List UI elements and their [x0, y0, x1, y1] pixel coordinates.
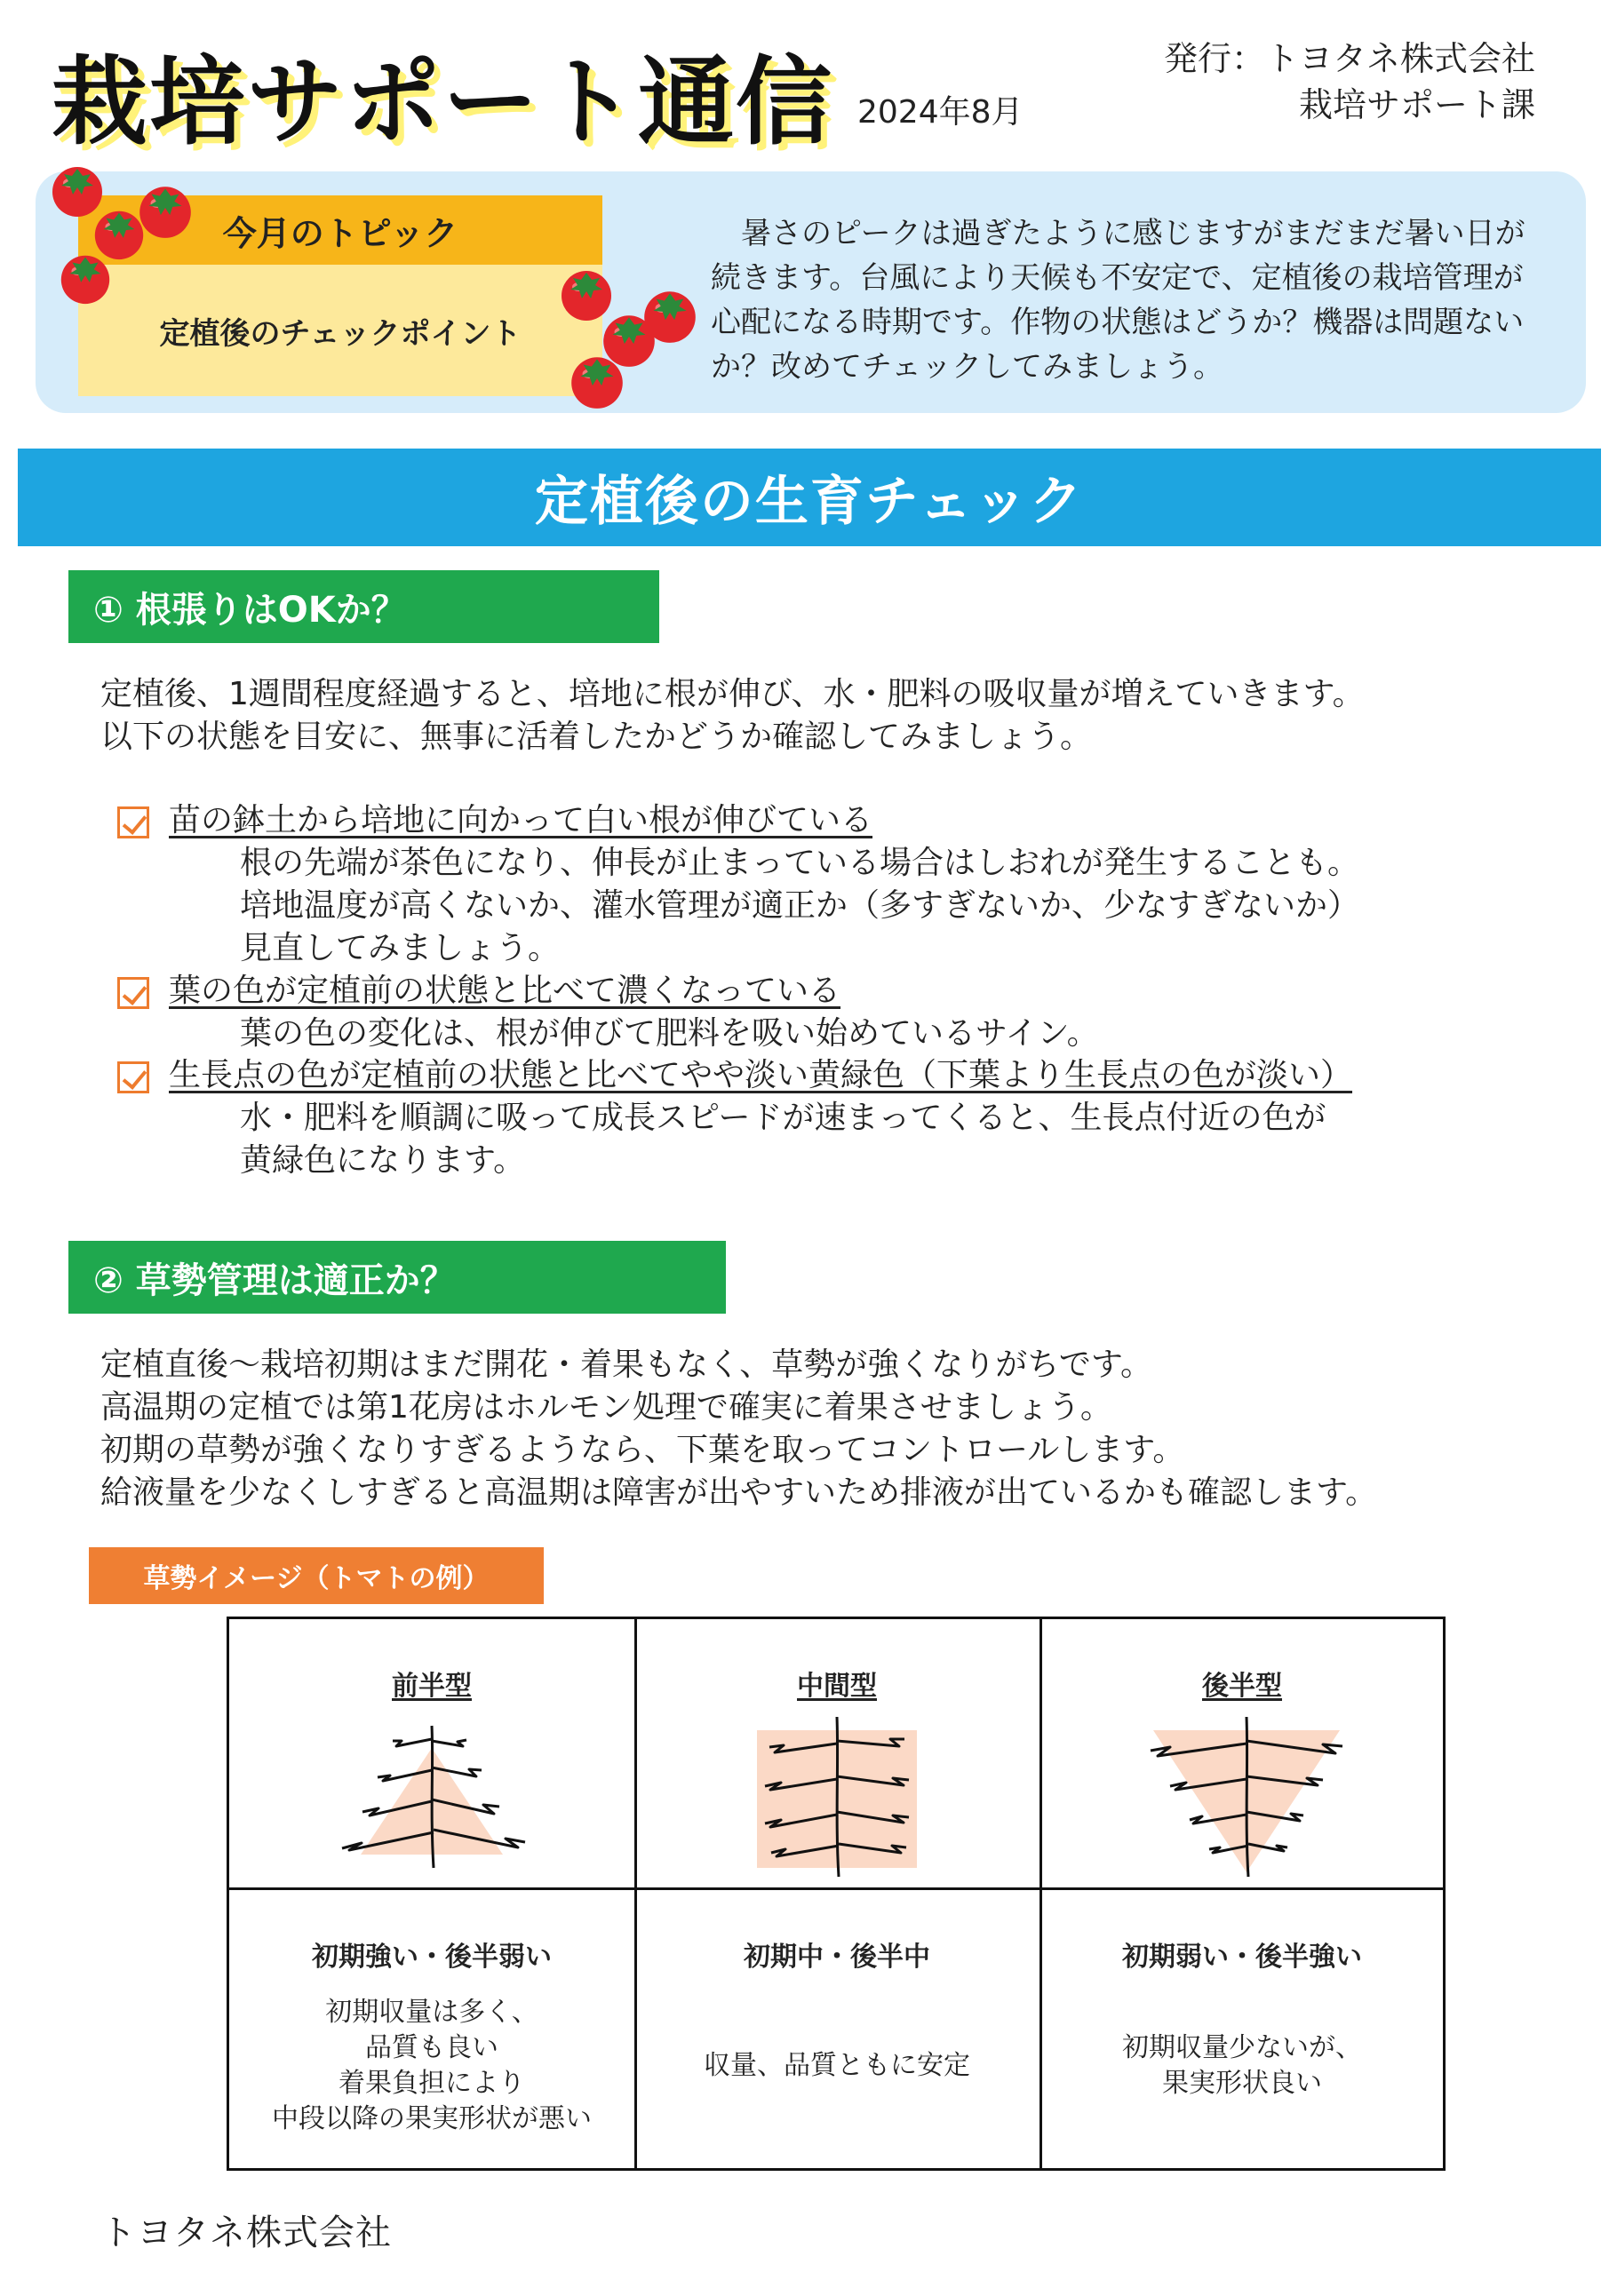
type-name: 後半型 — [1202, 1671, 1282, 1702]
type-description-line: 初期収量は多く、 — [325, 1997, 538, 2028]
type-summary: 初期中・後半中 — [744, 1942, 930, 1973]
section-banner — [18, 449, 1601, 546]
tomato-plant-illustration-early — [334, 1712, 530, 1872]
type-description — [229, 1995, 634, 2137]
section1-intro-line: 定植後、1週間程度経過すると、培地に根が伸び、水・肥料の吸収量が増えていきます。 — [100, 676, 1365, 712]
type-name: 前半型 — [392, 1671, 472, 1702]
check-item-detail: 水・肥料を順調に吸って成長スピードが速まってくると、生長点付近の色が — [240, 1100, 1326, 1136]
issue-date: 2024年8月 — [857, 94, 1024, 131]
type-description — [634, 2048, 1040, 2084]
topic-card — [78, 265, 602, 396]
type-summary: 初期弱い・後半強い — [1122, 1942, 1362, 1973]
tomato-plant-illustration-middle — [739, 1704, 935, 1881]
image-tag — [89, 1547, 544, 1604]
section2-line: 定植直後～栽培初期はまだ開花・着果もなく、草勢が強くなりがちです。 — [100, 1347, 1153, 1383]
growth-type-table — [227, 1617, 1446, 2171]
section1-heading: ① 根張りはOKか？ — [93, 589, 407, 631]
section2-heading: ② 草勢管理は適正か？ — [93, 1259, 456, 1301]
checkbox-checked-icon — [117, 1061, 149, 1093]
publisher-department: 栽培サポート課 — [1298, 85, 1535, 124]
check-item-detail: 葉の色の変化は、根が伸びて肥料を吸い始めているサイン。 — [240, 1015, 1099, 1052]
tomato-icon — [565, 348, 629, 412]
type-description-line: 中段以降の果実形状が悪い — [272, 2103, 592, 2134]
type-description — [1040, 2030, 1445, 2101]
section1-intro-line: 以下の状態を目安に、無事に活着したかどうか確認してみましょう。 — [100, 719, 1093, 755]
check-item-detail: 見直してみましょう。 — [240, 930, 561, 966]
type-name: 中間型 — [797, 1671, 877, 1702]
type-description-line: 果実形状良い — [1162, 2068, 1322, 2099]
checkbox-checked-icon — [117, 977, 149, 1009]
check-item-title: 生長点の色が定植前の状態と比べてやや淡い黄緑色（下葉より生長点の色が淡い） — [169, 1057, 1353, 1093]
topic-body: 暑さのピークは過ぎたように感じますがまだまだ暑い日が続きます。台風により天候も不安定で、定植後の栽培管理が心配になる時期です。作物の状態はどうか？機器は問題ないか？改めてチェックしてみましょう。 — [711, 216, 1525, 385]
publisher-block — [1164, 36, 1535, 128]
section2-body — [100, 1344, 1377, 1514]
check-item-title: 葉の色が定植前の状態と比べて濃くなっている — [169, 973, 841, 1009]
check-item-detail: 根の先端が茶色になり、伸長が止まっている場合はしおれが発生することも。 — [240, 845, 1360, 881]
type-summary: 初期強い・後半弱い — [312, 1942, 552, 1973]
section1-intro — [100, 673, 1365, 759]
checkbox-checked-icon — [117, 806, 149, 838]
type-description-line: 品質も良い — [365, 2032, 498, 2063]
section2-line: 高温期の定植では第1花房はホルモン処理で確実に着果させましょう。 — [100, 1389, 1112, 1426]
publisher-name: 発行：トヨタネ株式会社 — [1163, 39, 1535, 78]
type-description-line: 初期収量少ないが、 — [1122, 2032, 1362, 2063]
topic-subtitle: 定植後のチェックポイント — [159, 315, 522, 352]
tomato-icon — [55, 247, 116, 307]
newsletter-title: 栽培サポート通信 — [52, 47, 834, 158]
topic-tag-label: 今月のトピック — [222, 213, 458, 253]
tomato-plant-illustration-late — [1144, 1704, 1349, 1881]
type-description-line: 収量、品質ともに安定 — [704, 2050, 970, 2081]
check-item-detail: 黄緑色になります。 — [240, 1142, 526, 1179]
footer-company: トヨタネ株式会社 — [100, 2213, 392, 2253]
image-tag-label: 草勢イメージ（トマトの例） — [143, 1563, 490, 1594]
section-banner-title: 定植後の生育チェック — [534, 471, 1085, 533]
table-divider — [229, 1887, 1443, 1890]
check-item-detail: 培地温度が高くないか、灌水管理が適正か（多すぎないか、少なすぎないか） — [240, 887, 1360, 924]
section2-heading-bar — [68, 1241, 726, 1314]
check-item-title: 苗の鉢土から培地に向かって白い根が伸びている — [169, 802, 873, 838]
type-description-line: 着果負担により — [339, 2068, 525, 2099]
section2-line: 初期の草勢が強くなりすぎるようなら、下葉を取ってコントロールします。 — [100, 1432, 1185, 1468]
section2-line: 給液量を少なくしすぎると高温期は障害が出やすいため排液が出ているかも確認します。 — [100, 1474, 1378, 1511]
section1-heading-bar — [68, 570, 659, 643]
